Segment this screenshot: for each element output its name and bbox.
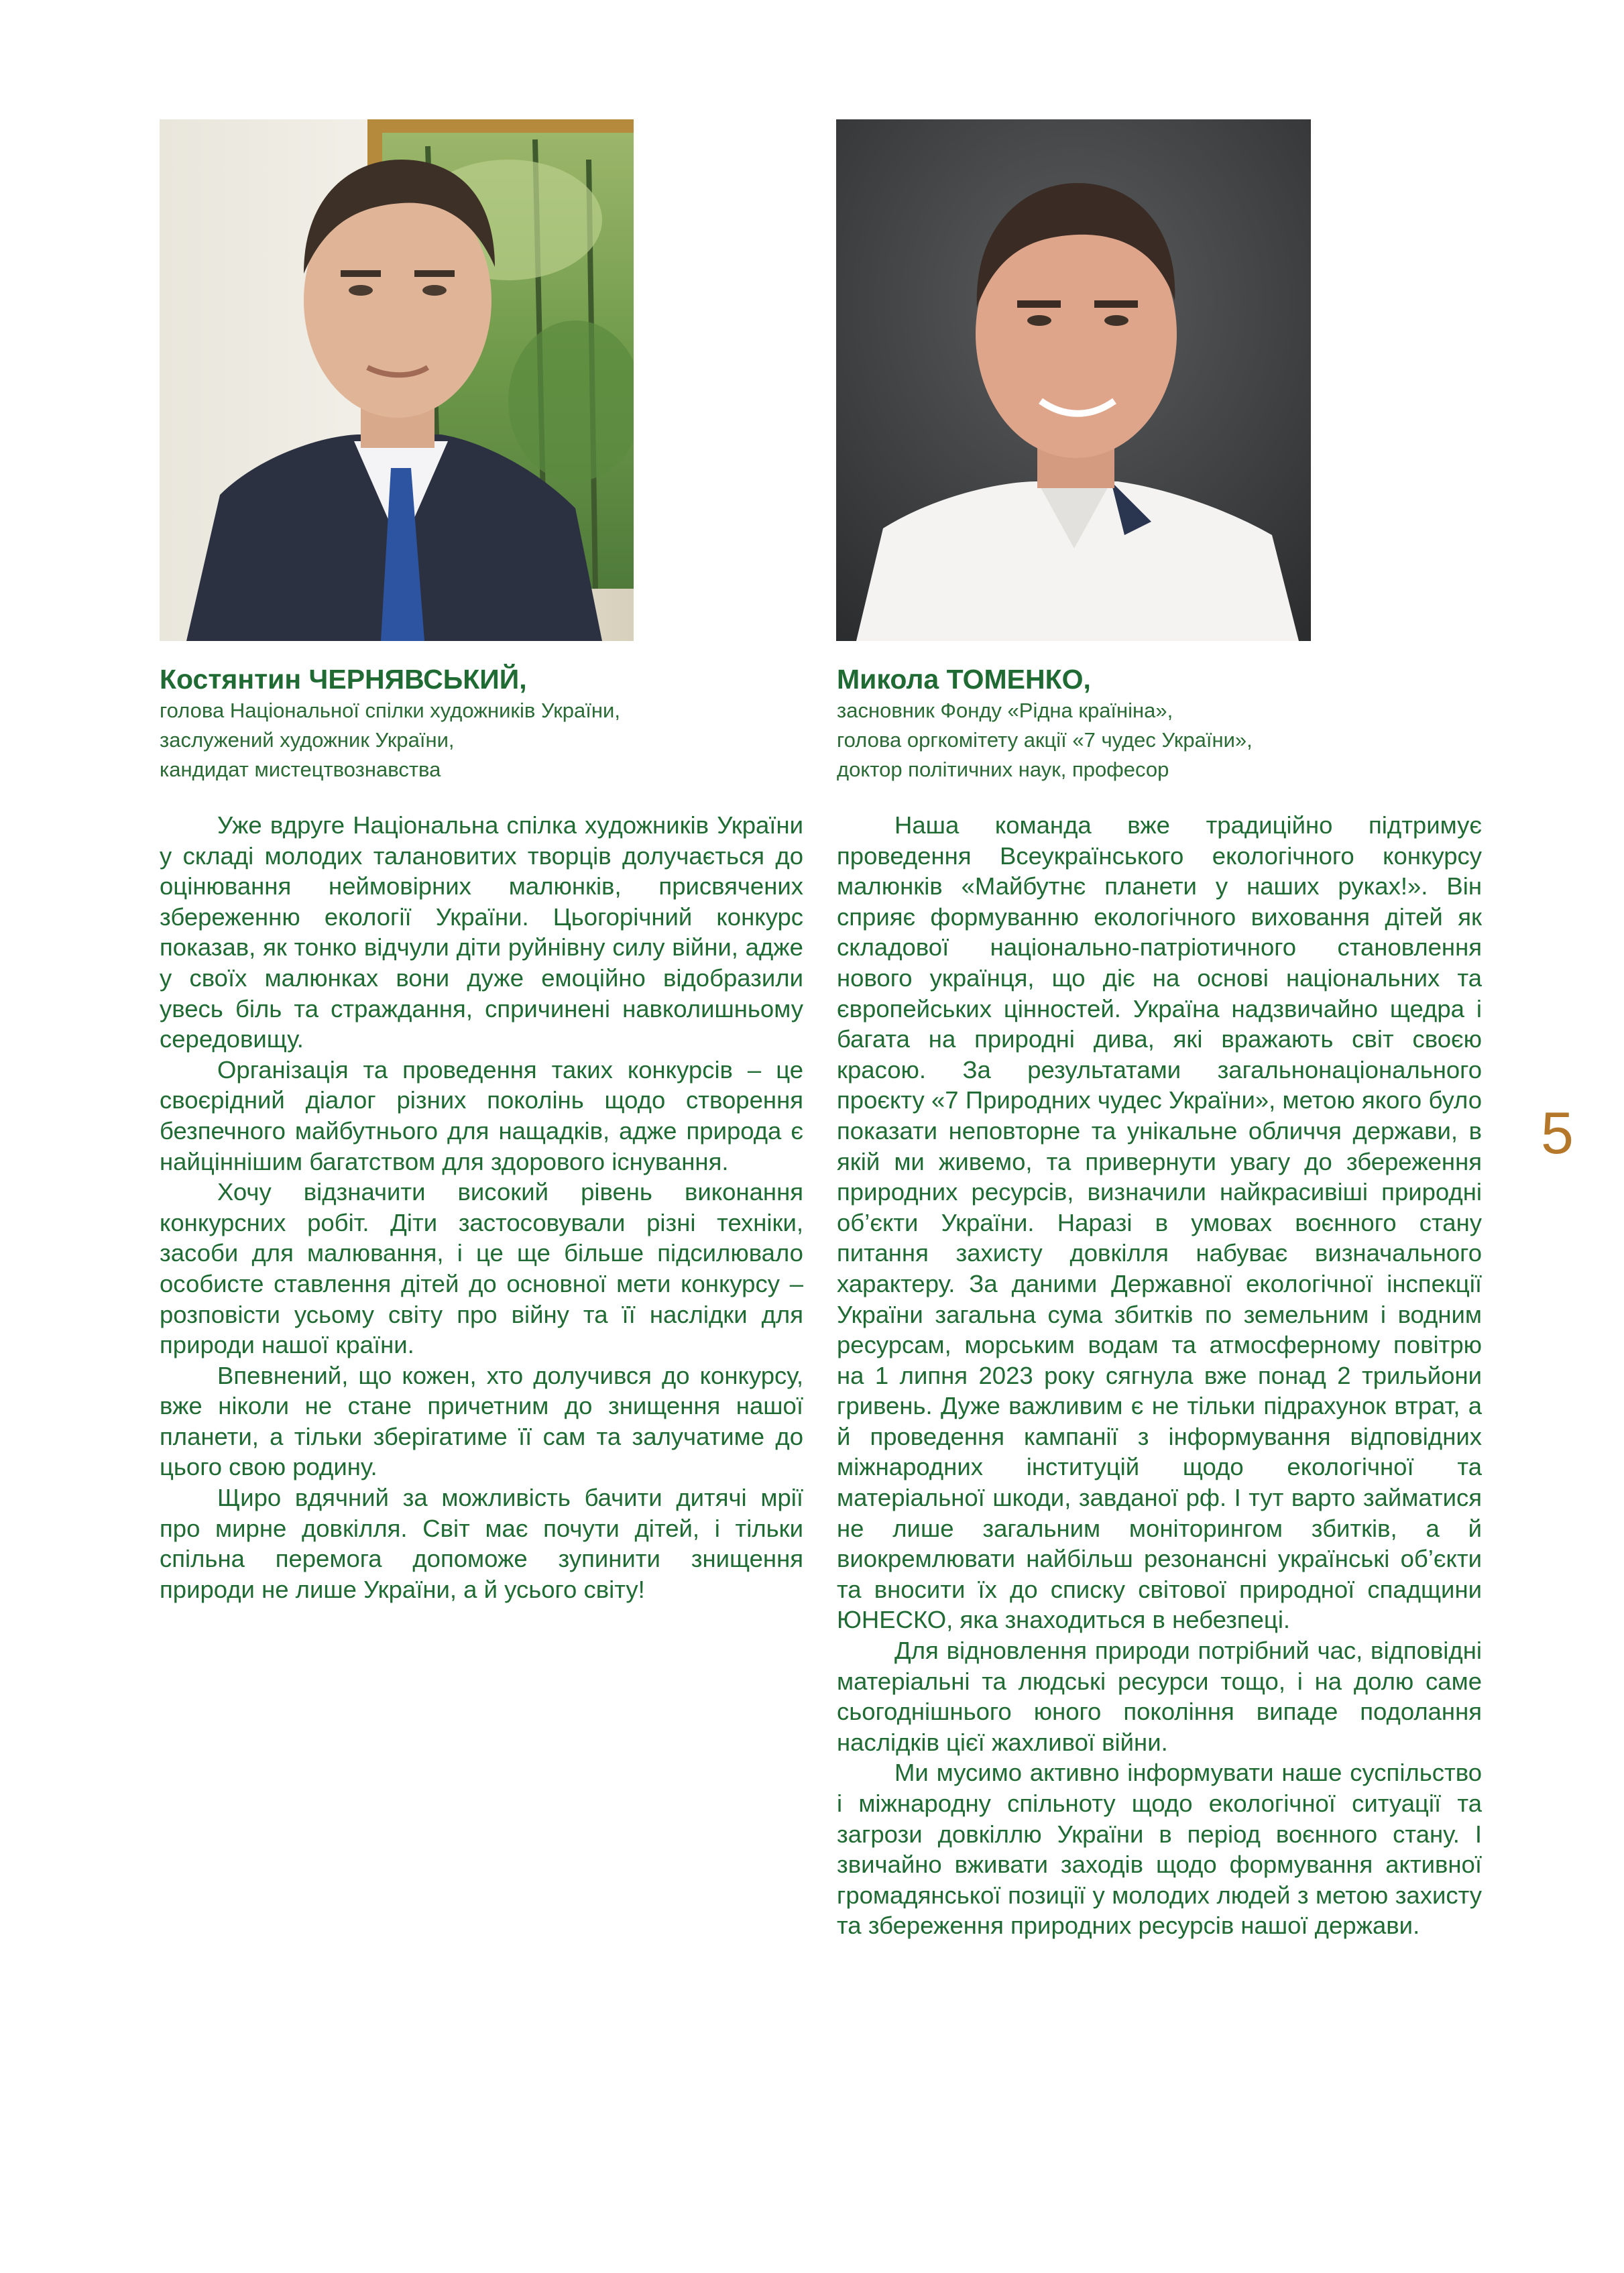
left-paragraph: Щиро вдячний за можливість бачити дитячі мрії про мирне довкілля. Світ має почути дітей, і тільки спільна перемога допоможе зупинити знищення природи не лише України, а й усього світу! [160,1484,803,1603]
right-paragraph: Наша команда вже традиційно підтримує проведення Всеукраїнського екологічного конкурсу малюнків «Майбутнє планети у наших руках!». Він сприяє формуванню екологічного виховання дітей як складової національно-патріотичного становлення нового українця, що діє на основі національних та європейських цінностей. Україна надзвичайно щедра і багата на природні дива, які вражають світ своєю красою. За результатами загальнонаціонального проєкту «7 Природних чудес України», метою якого було показати неповторне та унікальне обличчя держави, в якій ми живемо, та привернути увагу до збереження природних ресурсів, визначили найкрасивіші природні об’єкти України. Наразі в умовах воєнного стану питання захисту довкілля набуває визначального характеру. За даними Державної екологічної інспекції України загальна сума збитків по земельним і водним ресурсам, морським водам та атмосферному повітрю на 1 липня 2023 року сягнула вже понад 2 трильйони гривень. Дуже важливим є не тільки підрахунок втрат, а й проведення кампанії з інформування відповідних міжнародних інституцій щодо екологічної та матеріальної шкоди, завданої рф. І тут варто займатися не лише загальним моніторингом збитків, а й виокремлювати найбільш резонансні українські об’єкти та вносити їх до списку світової природної спадщини ЮНЕСКО, яка знаходиться в небезпеці. [837,811,1482,1634]
portrait-photo-left [160,119,634,641]
right-text-column [837,810,1482,1941]
right-person-name: Микола ТОМЕНКО, [837,664,1091,695]
left-person-name: Костянтин ЧЕРНЯВСЬКИЙ, [160,664,527,695]
right-paragraph: Ми мусимо активно інформувати наше суспільство і міжнародну спільноту щодо екологічної ситуації та загрози довкіллю України в період воєнного стану. І звичайно вживати заходів щодо формування активної громадянської позиції у молодих людей з метою захисту та збереження природних ресурсів нашої держави. [837,1759,1482,1940]
right-person-role-1: засновник Фонду «Рідна країніна», [837,699,1173,722]
right-person-caption [837,664,1440,784]
left-person-role-1: голова Національної спілки художників України, [160,699,620,722]
portrait-photo-right [836,119,1311,641]
right-paragraph: Для відновлення природи потрібний час, відповідні матеріальні та людські ресурси тощо, і на долю саме сьогоднішнього юного покоління випаде подолання наслідків цієї жахливої війни. [837,1637,1482,1756]
left-person-caption [160,664,763,784]
right-person-role-2: голова оргкомітету акції «7 чудес України», [837,728,1253,752]
left-person-role-3: кандидат мистецтвознавства [160,758,441,781]
left-paragraph: Хочу відзначити високий рівень виконання конкурсних робіт. Діти застосовували різні техніки, засоби для малювання, і це ще більше підсилювало особисте ставлення дітей до основної мети конкурсу – розповісти усьому світу про війну та її наслідки для природи нашої країни. [160,1178,803,1359]
left-paragraph: Організація та проведення таких конкурсів – це своєрідний діалог різних поколінь щодо створення безпечного майбутнього для нащадків, адже природа є найціннішим багатством для здорового існування. [160,1055,803,1175]
left-paragraph: Уже вдруге Національна спілка художників України у складі молодих талановитих творців долучається до оцінювання неймовірних малюнків, присвячених збереженню екології України. Цьогорічний конкурс показав, як тонко відчули діти руйнівну силу війни, адже у своїх малюнках вони дуже емоційно відобразили увесь біль та страждання, спричинені навколишньому середовищу. [160,811,803,1053]
left-text-column [160,810,803,1605]
left-person-role-2: заслужений художник України, [160,728,455,752]
page-number: 5 [1541,1100,1574,1166]
left-paragraph: Впевнений, що кожен, хто долучився до конкурсу, вже ніколи не стане причетним до знищення нашої планети, а тільки зберігатиме її сам та залучатиме до цього свою родину. [160,1361,803,1481]
right-person-role-3: доктор політичних наук, професор [837,758,1169,781]
